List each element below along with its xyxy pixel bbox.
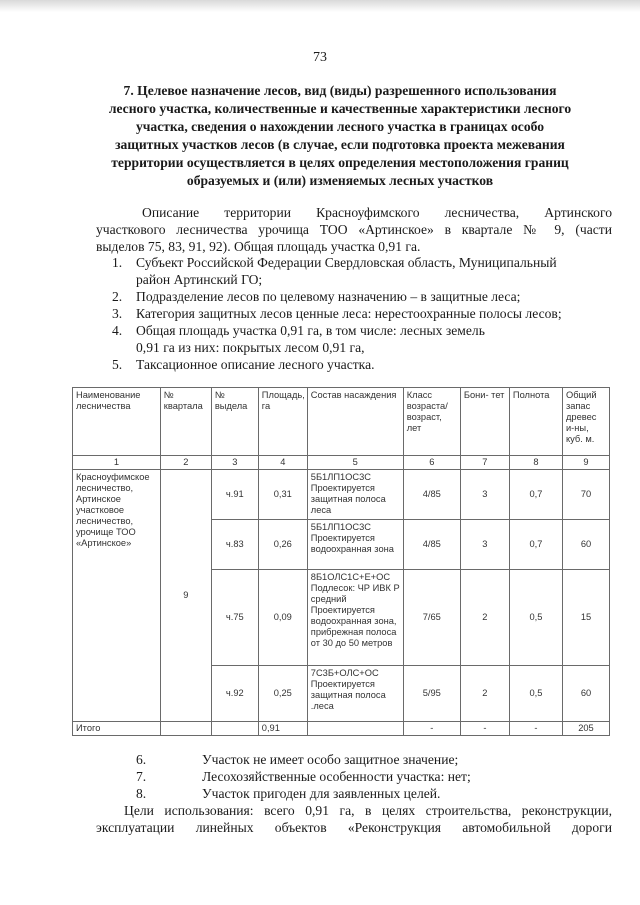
- density-cell: 0,7: [509, 520, 562, 570]
- heading-line: лесного участка, количественные и качественные характеристики лесного: [108, 101, 572, 116]
- list-item: [112, 288, 612, 305]
- list-item: [136, 751, 612, 768]
- composition-cell: 7С3Б+ОЛС+ОС Проектируется защитная полоса .леса: [307, 666, 403, 722]
- scan-shadow: [0, 0, 640, 12]
- heading-line: участка, сведения о нахождении лесного участка в границах особо: [135, 119, 545, 134]
- bottom-section: [96, 751, 612, 836]
- heading-line: образуемых и (или) изменяемых лесных участков: [186, 173, 494, 188]
- density-cell: 0,5: [509, 666, 562, 722]
- composition-cell: 5Б1ЛП1ОС3С Проектируется водоохранная зона: [307, 520, 403, 570]
- list-item-text: 0,91 га из них: покрытых лесом 0,91 га,: [136, 340, 365, 355]
- area-cell: 0,26: [258, 520, 307, 570]
- list-item: [112, 322, 612, 356]
- list-item-text: Категория защитных лесов ценные леса: нерестоохранные полосы лесов;: [136, 306, 562, 321]
- header-cell: Площадь, га: [258, 388, 307, 456]
- age-cell: 5/95: [403, 666, 460, 722]
- bonitet-cell: 2: [460, 666, 509, 722]
- list-item-text: Участок не имеет особо защитное значение;: [202, 752, 459, 767]
- heading-line: 7. Целевое назначение лесов, вид (виды) разрешенного использования: [123, 83, 557, 98]
- age-cell: 7/65: [403, 570, 460, 666]
- column-number: 1: [73, 456, 161, 470]
- total-area-cell: 0,91: [258, 722, 307, 736]
- composition-cell: 8Б1ОЛС1С+Е+ОС Подлесок: ЧР ИВК Р средний Проектируется водоохранная зона, прибрежная полоса от 30 до 50 метров: [307, 570, 403, 666]
- header-cell: Наименование лесничества: [73, 388, 161, 456]
- vydel-cell: ч.75: [211, 570, 258, 666]
- header-cell: Класс возраста/ возраст, лет: [403, 388, 460, 456]
- column-number: 4: [258, 456, 307, 470]
- bonitet-cell: 3: [460, 520, 509, 570]
- column-number: 6: [403, 456, 460, 470]
- page-number: 73: [313, 50, 327, 65]
- total-label-cell: Итого: [73, 722, 161, 736]
- forestry-name-cell: Красноуфимское лесничество, Артинское участковое лесничество, урочище ТОО «Артинское»: [73, 470, 161, 722]
- heading-line: территории осуществляется в целях определения местоположения границ: [111, 155, 569, 170]
- bonitet-cell: 2: [460, 570, 509, 666]
- list-item-number: 2.: [112, 289, 123, 304]
- header-cell: Бони- тет: [460, 388, 509, 456]
- total-age-cell: -: [403, 722, 460, 736]
- table-total-row: [73, 722, 610, 736]
- age-cell: 4/85: [403, 470, 460, 520]
- composition-cell: 5Б1ЛП1ОС3С Проектируется защитная полоса леса: [307, 470, 403, 520]
- column-number: 3: [211, 456, 258, 470]
- list-item-number: 4.: [112, 323, 123, 338]
- intro-paragraph: [96, 204, 612, 255]
- area-cell: 0,09: [258, 570, 307, 666]
- area-cell: 0,25: [258, 666, 307, 722]
- header-cell: Состав насаждения: [307, 388, 403, 456]
- intro-line: выделов 75, 83, 91, 92). Общая площадь участка 0,91 га.: [96, 239, 421, 254]
- intro-line: участкового лесничества урочища ТОО «Артинское» в квартале № 9, (части: [96, 222, 612, 237]
- list-item: [136, 768, 612, 785]
- column-number: 2: [160, 456, 211, 470]
- stock-cell: 70: [562, 470, 609, 520]
- column-number: 5: [307, 456, 403, 470]
- list-item-text: Субъект Российской Федерации Свердловская область, Муниципальный: [136, 255, 557, 270]
- total-density-cell: -: [509, 722, 562, 736]
- stock-cell: 15: [562, 570, 609, 666]
- purpose-line: эксплуатации линейных объектов «Реконструкция автомобильной дороги: [96, 820, 612, 835]
- section-heading: [80, 82, 600, 190]
- stock-cell: 60: [562, 520, 609, 570]
- stock-cell: 60: [562, 666, 609, 722]
- column-number: 9: [562, 456, 609, 470]
- bonitet-cell: 3: [460, 470, 509, 520]
- total-stock-cell: 205: [562, 722, 609, 736]
- list-item: [112, 305, 612, 322]
- column-number: 8: [509, 456, 562, 470]
- total-bonitet-cell: -: [460, 722, 509, 736]
- column-number: 7: [460, 456, 509, 470]
- column-number-row: [73, 456, 610, 470]
- vydel-cell: ч.92: [211, 666, 258, 722]
- list-item-text: район Артинский ГО;: [136, 272, 263, 287]
- list-item-number: 5.: [112, 357, 123, 372]
- density-cell: 0,5: [509, 570, 562, 666]
- list-item: [136, 785, 612, 802]
- heading-line: защитных участков лесов (в случае, если подготовка проекта межевания: [115, 137, 565, 152]
- purpose-line: Цели использования: всего 0,91 га, в целях строительства, реконструкции,: [124, 803, 612, 818]
- list-item-number: 7.: [136, 769, 147, 784]
- list-item-text: Участок пригоден для заявленных целей.: [202, 786, 441, 801]
- list-item-text: Подразделение лесов по целевому назначению – в защитные леса;: [136, 289, 521, 304]
- quarter-cell: 9: [160, 470, 211, 722]
- table-header-row: [73, 388, 610, 456]
- list-item: [112, 254, 612, 288]
- vydel-cell: ч.83: [211, 520, 258, 570]
- intro-line: Описание территории Красноуфимского лесничества, Артинского: [142, 205, 612, 220]
- list-item-number: 6.: [136, 752, 147, 767]
- list-item-text: Общая площадь участка 0,91 га, в том числе: лесных земель: [136, 323, 485, 338]
- list-item-text: Лесохозяйственные особенности участка: нет;: [202, 769, 471, 784]
- vydel-cell: ч.91: [211, 470, 258, 520]
- total-empty-cell: [307, 722, 403, 736]
- taxation-table: [72, 387, 610, 736]
- area-cell: 0,31: [258, 470, 307, 520]
- list-item: [112, 356, 612, 373]
- total-empty-cell: [211, 722, 258, 736]
- header-cell: Полнота: [509, 388, 562, 456]
- list-item-text: Таксационное описание лесного участка.: [136, 357, 375, 372]
- header-cell: № квартала: [160, 388, 211, 456]
- total-empty-cell: [160, 722, 211, 736]
- age-cell: 4/85: [403, 520, 460, 570]
- characteristics-list: [112, 254, 612, 373]
- header-cell: Общий запас древес и-ны, куб. м.: [562, 388, 609, 456]
- table-row: [73, 470, 610, 520]
- list-item-number: 8.: [136, 786, 147, 801]
- header-cell: № выдела: [211, 388, 258, 456]
- list-item-number: 1.: [112, 255, 123, 270]
- list-item-number: 3.: [112, 306, 123, 321]
- density-cell: 0,7: [509, 470, 562, 520]
